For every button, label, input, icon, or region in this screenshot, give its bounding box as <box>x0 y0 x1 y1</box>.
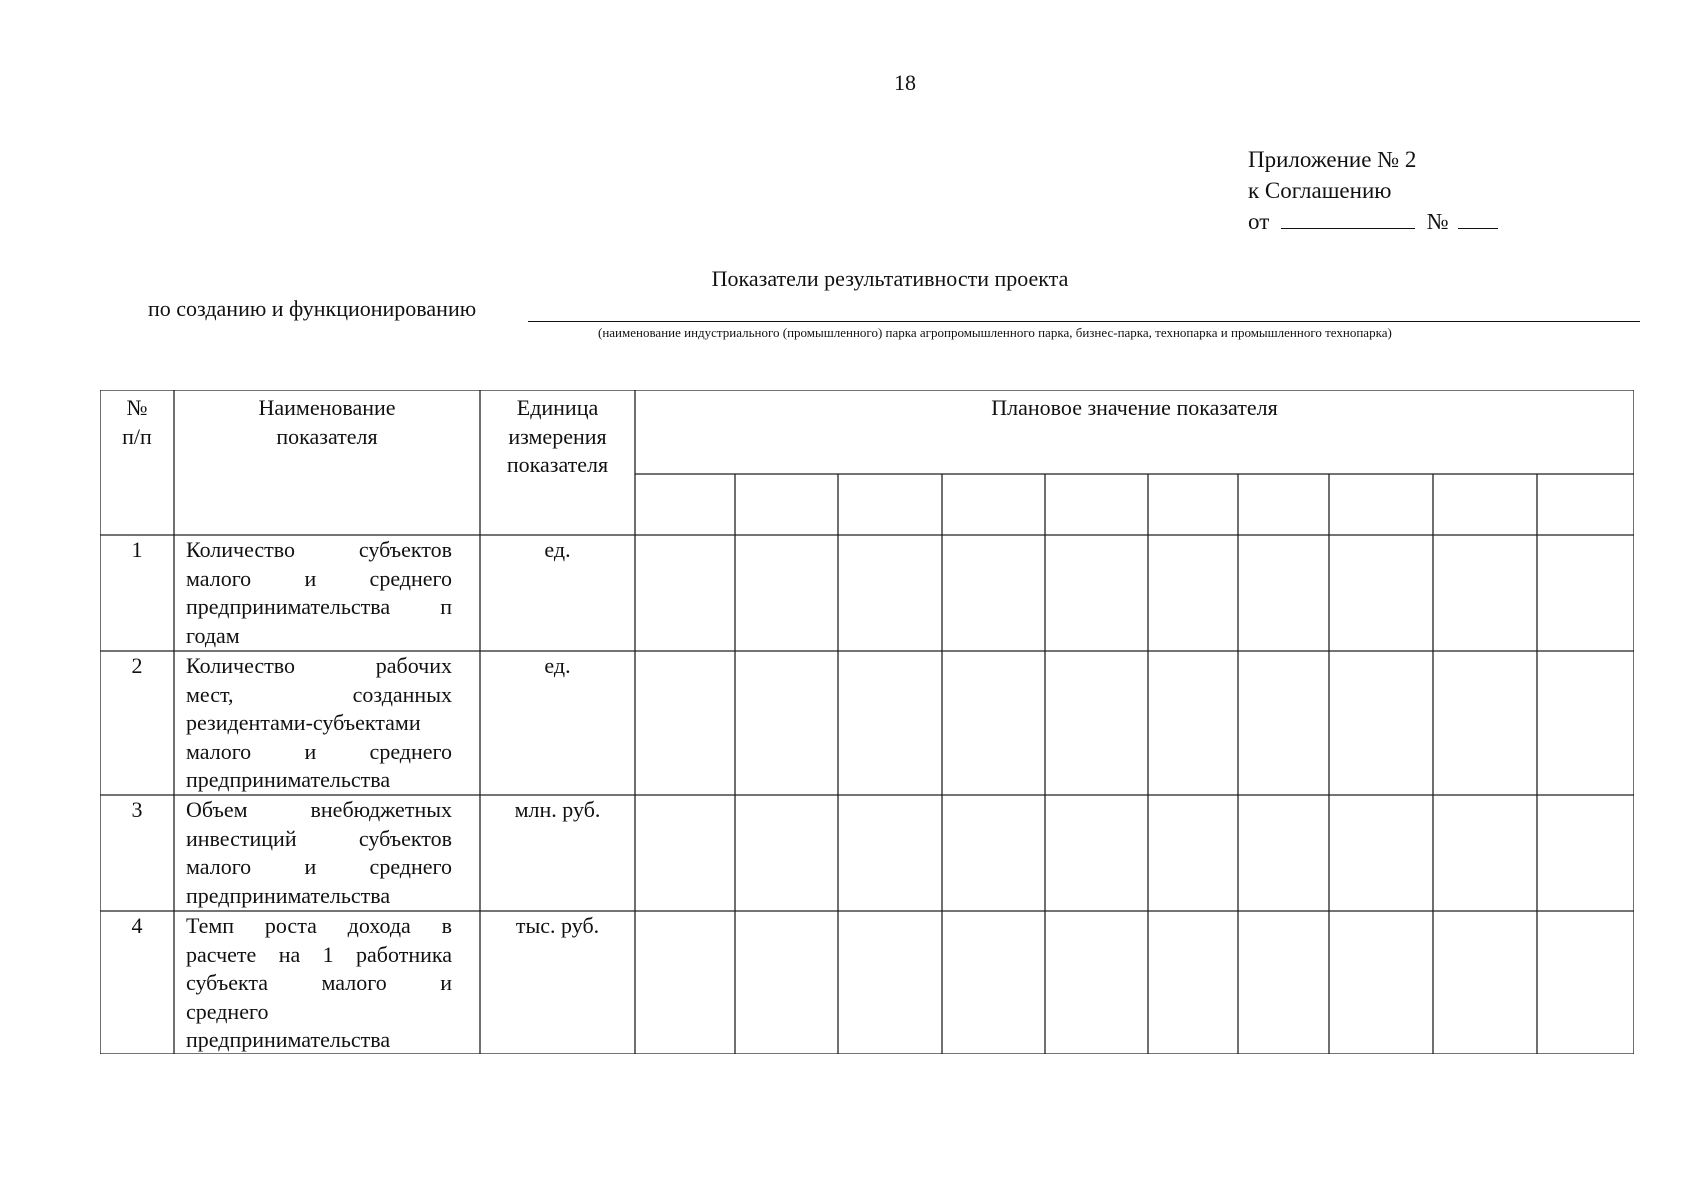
header-num <box>100 394 174 451</box>
row-4-name-line: субъекта малого и <box>186 970 452 995</box>
row-3-name-line: малого и среднего <box>186 854 452 879</box>
row-3-unit: млн. руб. <box>514 797 601 822</box>
row-3-name <box>186 796 452 910</box>
header-unit-line-3: показателя <box>506 452 609 477</box>
indicators-table <box>100 390 1634 1054</box>
row-4-name <box>186 912 452 1055</box>
row-2-name-line: мест, созданных <box>186 681 452 707</box>
from-label: от <box>1248 209 1270 234</box>
page-number: 18 <box>894 70 916 95</box>
header-name-line-1: Наименование <box>258 395 396 420</box>
row-3-num: 3 <box>131 797 143 822</box>
number-blank <box>1458 210 1498 229</box>
row-4-name-line: Темп роста дохода в <box>186 913 452 938</box>
header-name-line-2: показателя <box>276 423 378 449</box>
row-2-unit: ед. <box>544 653 571 678</box>
row-2-name-line: предпринимательства <box>186 767 391 792</box>
row-1-num: 1 <box>131 537 143 562</box>
appendix-line-3 <box>1248 206 1498 237</box>
row-3-name-line: Объем внебюджетных <box>186 797 452 822</box>
park-name-blank <box>528 321 1640 322</box>
number-label: № <box>1426 209 1449 234</box>
row-2-name-line: малого и среднего <box>186 738 452 764</box>
row-1-unit: ед. <box>544 537 571 562</box>
document-subtitle: по созданию и функционированию <box>148 296 477 321</box>
row-2-name-line: резидентами-субъектами <box>186 710 421 735</box>
row-3-name-line: инвестиций субъектов <box>186 825 452 851</box>
row-1-name-line: малого и среднего <box>186 565 452 591</box>
header-num-line-1: № <box>126 395 148 420</box>
row-2-num: 2 <box>131 653 143 678</box>
park-name-caption: (наименование индустриального (промышленного) парка агропромышленного парка, бизнес-парка, технопарка и промышленного технопарка) <box>598 325 1392 340</box>
row-4-num: 4 <box>131 913 143 938</box>
appendix-line-1: Приложение № 2 <box>1248 147 1417 172</box>
row-4-unit: тыс. руб. <box>515 913 600 938</box>
row-1-name-line: годам <box>186 622 240 648</box>
row-4-name-line: среднего <box>186 998 269 1024</box>
row-1-name <box>186 536 452 650</box>
document-title: Показатели результативности проекта <box>711 266 1069 291</box>
header-name <box>174 394 480 451</box>
appendix-block <box>1248 144 1498 237</box>
row-1-name-line: Количество субъектов <box>186 537 452 562</box>
row-2-name-line: Количество рабочих <box>186 653 452 678</box>
header-num-line-2: п/п <box>122 423 152 449</box>
header-unit-line-1: Единица <box>516 395 599 420</box>
row-2-name <box>186 652 452 795</box>
date-blank <box>1281 210 1415 229</box>
row-4-name-line: предпринимательства <box>186 1027 391 1052</box>
row-1-name-line: предпринимательства п <box>186 594 452 619</box>
row-4-name-line: расчете на 1 работника <box>186 941 452 967</box>
row-3-name-line: предпринимательства <box>186 882 391 908</box>
appendix-line-2: к Соглашению <box>1248 178 1392 203</box>
header-unit <box>480 394 635 480</box>
header-plan: Плановое значение показателя <box>991 395 1278 420</box>
header-unit-line-2: измерения <box>508 423 607 449</box>
